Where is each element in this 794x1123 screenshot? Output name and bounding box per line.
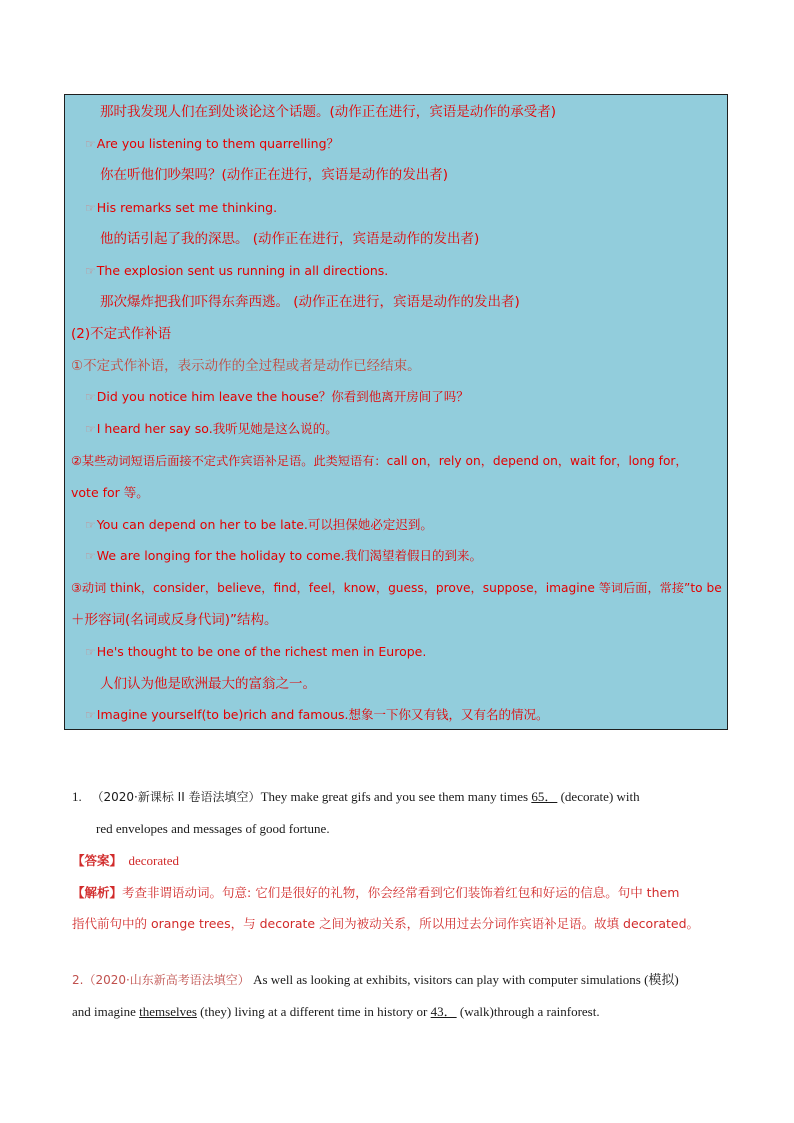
- pointing-hand-icon: ☞: [85, 422, 96, 436]
- rule-line: ②某些动词短语后面接不定式作宾语补足语。此类短语有：call on，rely on，depend on，wait for，long for，: [71, 454, 688, 468]
- analysis-line-2: 指代前句中的 orange trees，与 decorate 之间为被动关系，所以用过去分词作宾语补足语。故填 decorated。: [72, 916, 700, 931]
- question-2-line-1: 2.（2020·山东新高考语法填空） As well as looking at exhibits, visitors can play with computer simulations (模拟): [72, 972, 679, 987]
- pointing-hand-icon: ☞: [85, 518, 96, 532]
- example-line: ☞You can depend on her to be late.可以担保她必定迟到。: [85, 517, 433, 532]
- rule-line: vote for 等。: [71, 485, 149, 500]
- example-line: ☞His remarks set me thinking.: [85, 200, 278, 215]
- pointing-hand-icon: ☞: [85, 645, 96, 659]
- example-line: ☞Are you listening to them quarrelling？: [85, 136, 340, 151]
- question-1-line-2: red envelopes and messages of good fortune.: [96, 821, 330, 836]
- note-line: 那时我发现人们在到处谈论这个话题。(动作正在进行，宾语是动作的承受者): [100, 104, 557, 120]
- answer-line: [72, 852, 179, 870]
- example-line: ☞He's thought to be one of the richest men in Europe.: [85, 644, 427, 659]
- example-translation: 他的话引起了我的深思。 (动作正在进行，宾语是动作的发出者): [100, 231, 480, 247]
- rule-line: ＋形容词(名词或反身代词)”结构。: [71, 612, 278, 628]
- answer-blank: 65．: [531, 789, 558, 804]
- section-heading: (2)不定式作补语: [71, 326, 172, 342]
- example-translation: 那次爆炸把我们吓得东奔西逃。 (动作正在进行，宾语是动作的发出者): [100, 294, 520, 310]
- question-2-source: 2.（2020·山东新高考语法填空）: [72, 973, 250, 987]
- example-translation: 人们认为他是欧洲最大的富翁之一。: [100, 676, 316, 692]
- answer-blank: 43．: [430, 1004, 457, 1019]
- rule-line: ③动词 think，consider，believe，find，feel，know，guess，prove，suppose，imagine 等词后面，常接”to be: [71, 581, 722, 595]
- underlined-word: themselves: [139, 1004, 197, 1019]
- example-line: ☞The explosion sent us running in all directions.: [85, 263, 389, 278]
- pointing-hand-icon: ☞: [85, 137, 96, 151]
- example-line: ☞We are longing for the holiday to come.我们渴望着假日的到来。: [85, 548, 483, 563]
- grammar-notes-box: [64, 94, 728, 730]
- example-line: ☞Imagine yourself(to be)rich and famous.想象一下你又有钱，又有名的情况。: [85, 707, 549, 722]
- example-translation: 你在听他们吵架吗？(动作正在进行，宾语是动作的发出者): [100, 167, 449, 183]
- example-line: ☞Did you notice him leave the house？你看到他离开房间了吗？: [85, 389, 469, 404]
- analysis-label: 【解析】: [72, 885, 123, 900]
- pointing-hand-icon: ☞: [85, 390, 96, 404]
- pointing-hand-icon: ☞: [85, 201, 96, 215]
- example-line: ☞I heard her say so.我听见她是这么说的。: [85, 421, 338, 436]
- question-1-line-1: 1. （2020·新课标 II 卷语法填空）They make great gifs and you see them many times 65． (decorate) with: [72, 789, 640, 804]
- pointing-hand-icon: ☞: [85, 549, 96, 563]
- question-2-line-2: and imagine themselves (they) living at a different time in history or 43． (walk)through a rainforest.: [72, 1004, 600, 1019]
- rule-line: ①不定式作补语，表示动作的全过程或者是动作已经结束。: [71, 358, 421, 374]
- answer-value: decorated: [128, 853, 180, 868]
- analysis-line-1: 【解析】考查非谓语动词。句意: 它们是很好的礼物，你会经常看到它们装饰着红包和好运的信息。句中 them: [72, 885, 680, 900]
- pointing-hand-icon: ☞: [85, 708, 96, 722]
- pointing-hand-icon: ☞: [85, 264, 96, 278]
- answer-label: 【答案】: [72, 853, 123, 868]
